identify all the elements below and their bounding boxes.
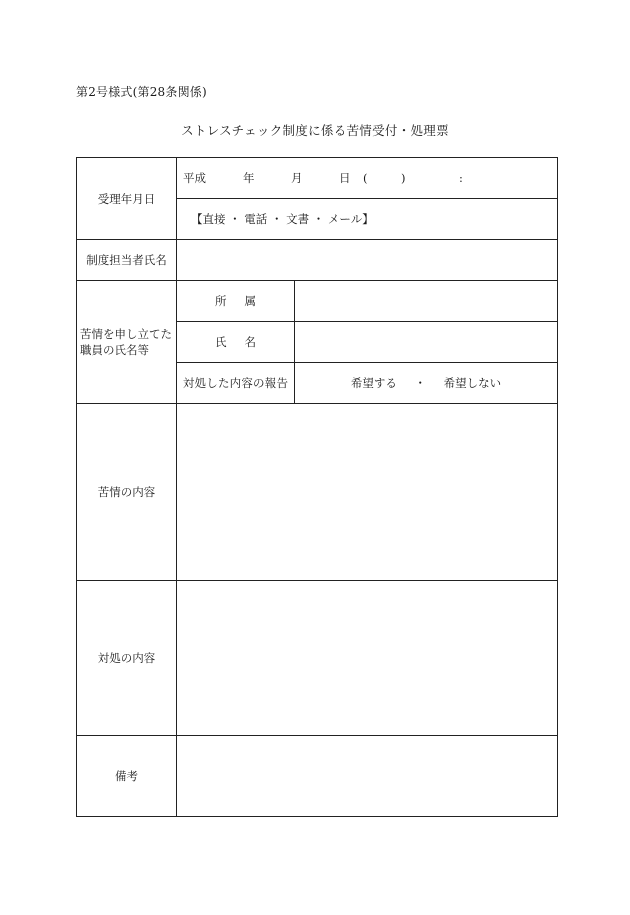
year-label: 年 [243, 171, 255, 185]
reception-date-field[interactable] [177, 158, 558, 199]
complaint-content-label: 苦情の内容 [77, 404, 177, 581]
response-row [77, 581, 558, 736]
remarks-field[interactable] [177, 736, 558, 817]
reception-method-field[interactable]: 【直接 ・ 電話 ・ 文書 ・ メール】 [177, 199, 558, 240]
choice-no[interactable]: 希望しない [443, 376, 502, 390]
reception-date-label: 受理年月日 [77, 158, 177, 240]
remarks-label: 備考 [77, 736, 177, 817]
response-content-label: 対処の内容 [77, 581, 177, 736]
time-paren-open: ( [363, 171, 368, 185]
response-content-field[interactable] [177, 581, 558, 736]
form-number: 第2号様式(第28条関係) [76, 85, 207, 99]
era-label: 平成 [183, 171, 206, 185]
complainant-label-line1: 苦情を申し立てた [80, 327, 172, 341]
staff-name-field[interactable] [177, 240, 558, 281]
complainant-name-label: 氏名 [177, 322, 295, 363]
month-label: 月 [291, 171, 303, 185]
remarks-row [77, 736, 558, 817]
complainant-name-field[interactable] [295, 322, 558, 363]
affiliation-row [77, 281, 558, 322]
day-label: 日 [339, 171, 351, 185]
complainant-label [77, 281, 177, 404]
time-colon: : [459, 171, 463, 185]
choice-yes[interactable]: 希望する [350, 376, 397, 390]
report-choice [295, 363, 558, 404]
staff-row [77, 240, 558, 281]
complainant-label-line2: 職員の氏名等 [80, 343, 149, 357]
complaint-content-field[interactable] [177, 404, 558, 581]
complaint-form-table [76, 157, 558, 817]
complaint-row [77, 404, 558, 581]
staff-name-label: 制度担当者氏名 [77, 240, 177, 281]
document-title: ストレスチェック制度に係る苦情受付・処理票 [181, 123, 449, 138]
time-paren-close: ) [401, 171, 406, 185]
affiliation-field[interactable] [295, 281, 558, 322]
reception-date-row [77, 158, 558, 199]
affiliation-label: 所属 [177, 281, 295, 322]
report-label: 対処した内容の報告 [177, 363, 295, 404]
choice-separator: ・ [414, 376, 426, 390]
